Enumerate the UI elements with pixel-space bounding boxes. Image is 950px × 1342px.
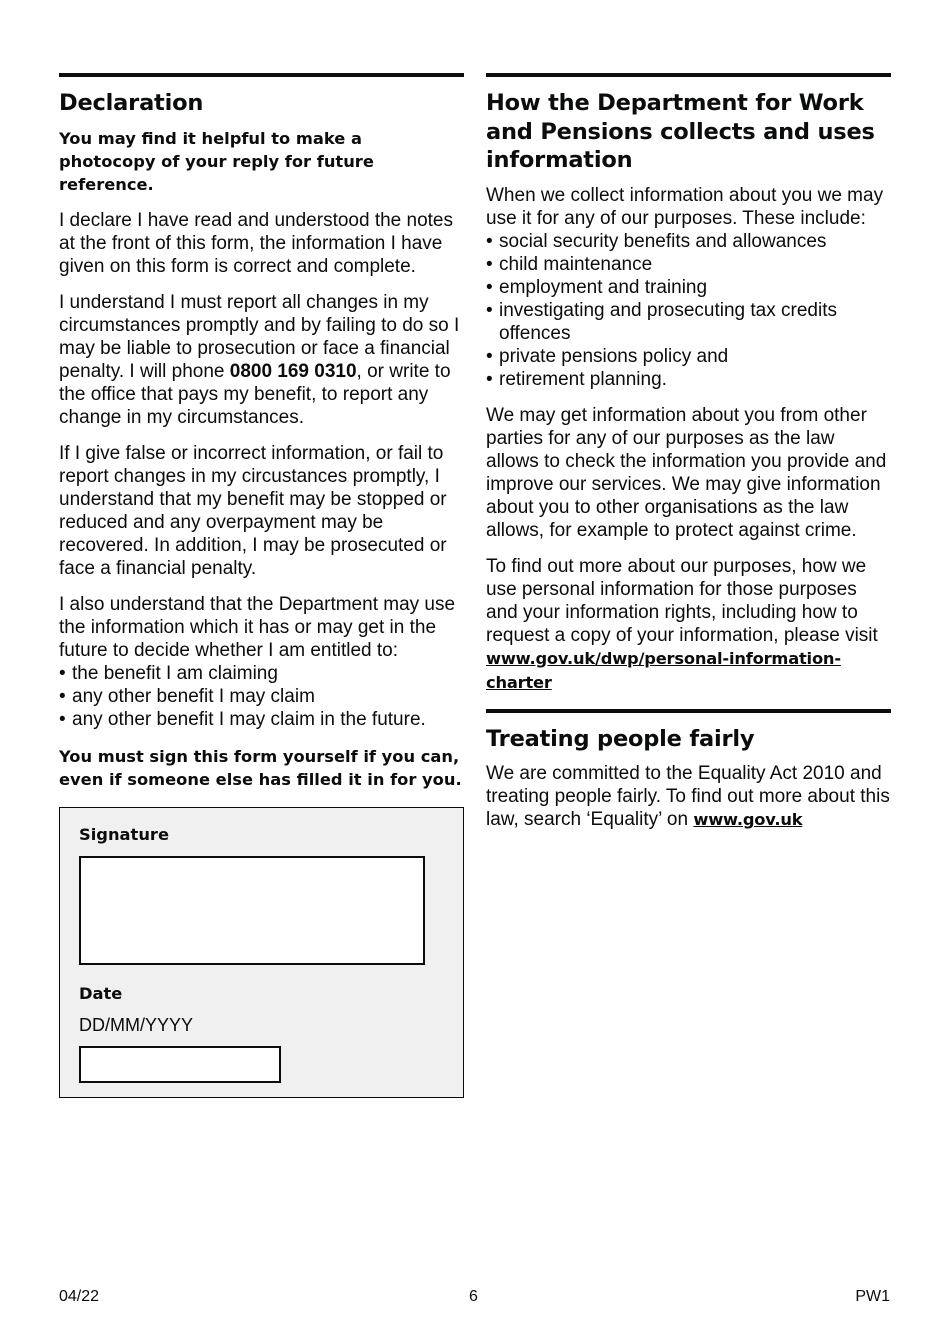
list-item: • retirement planning. bbox=[486, 368, 891, 391]
declaration-heading: Declaration bbox=[59, 90, 204, 116]
fairly-heading: Treating people fairly bbox=[486, 725, 755, 752]
declaration-para-1: I declare I have read and understood the notes at the front of this form, the information I have given on this form is correct and complete. bbox=[59, 209, 453, 277]
sign-note: You must sign this form yourself if you can, even if someone else has filled it in for you. bbox=[59, 746, 462, 789]
list-item: • the benefit I am claiming bbox=[59, 662, 464, 685]
photocopy-note: You may find it helpful to make a photocopy of your reply for future reference. bbox=[59, 128, 374, 194]
section-rule bbox=[486, 709, 891, 713]
list-item: • any other benefit I may claim in the future. bbox=[59, 708, 464, 731]
list-item: • investigating and prosecuting tax credits offences bbox=[486, 299, 891, 345]
purposes-list bbox=[486, 230, 891, 391]
para-2-text-before: I understand I must report all changes in my circumstances promptly and by failing to do so I may be liable to prosecution or face a financial penalty. I will phone bbox=[59, 291, 460, 382]
page-number: 6 bbox=[469, 1288, 478, 1305]
charter-link[interactable]: www.gov.uk/dwp/personal-information-charter bbox=[486, 648, 841, 692]
dwp-heading: How the Department for Work and Pensions collects and uses information bbox=[486, 90, 875, 173]
footer-date: 04/22 bbox=[59, 1288, 100, 1305]
section-rule bbox=[59, 73, 464, 77]
para-2-text-after: , or write to the office that pays my benefit, to report any change in my circumstances. bbox=[59, 360, 451, 428]
dwp-para-2: We may get information about you from other parties for any of our purposes as the law allows to check the information you provide and improve our services. We may give information about you to other organisations as the law allows, for example to protect against crime. bbox=[486, 404, 887, 541]
list-item: • any other benefit I may claim bbox=[59, 685, 464, 708]
date-format-hint: DD/MM/YYYY bbox=[79, 1014, 194, 1035]
declaration-section bbox=[59, 73, 464, 1098]
gov-uk-link[interactable]: www.gov.uk bbox=[693, 810, 803, 829]
signature-label: Signature bbox=[79, 824, 169, 844]
date-label: Date bbox=[79, 983, 123, 1003]
date-field[interactable] bbox=[79, 1046, 281, 1083]
signature-field[interactable] bbox=[79, 856, 425, 965]
list-item: • private pensions policy and bbox=[486, 345, 891, 368]
entitlement-list bbox=[59, 662, 464, 731]
dwp-para-3: To find out more about our purposes, how we use personal information for those purposes and your information rights, including how to request a copy of your information, please visit bbox=[486, 555, 878, 646]
list-item: • employment and training bbox=[486, 276, 891, 299]
form-code: PW1 bbox=[855, 1288, 890, 1305]
list-item: • child maintenance bbox=[486, 253, 891, 276]
section-rule bbox=[486, 73, 891, 77]
fairly-text bbox=[486, 762, 891, 831]
dwp-intro: When we collect information about you we may use it for any of our purposes. These include: bbox=[486, 184, 884, 229]
declaration-para-4: I also understand that the Department may use the information which it has or may get in the future to decide whether I am entitled to: bbox=[59, 593, 456, 661]
signature-panel bbox=[59, 807, 464, 1098]
declaration-para-2 bbox=[59, 291, 464, 429]
phone-number: 0800 169 0310 bbox=[229, 360, 357, 382]
dwp-info-section bbox=[486, 73, 891, 831]
list-item: • social security benefits and allowances bbox=[486, 230, 891, 253]
fairly-text-body: We are committed to the Equality Act 2010 and treating people fairly. To find out more about this law, search ‘Equality’ on bbox=[486, 763, 890, 830]
declaration-para-3: If I give false or incorrect information, or fail to report changes in my circustances promptly, I understand that my benefit may be stopped or reduced and any overpayment may be recovered. In addition, I may be prosecuted or face a financial penalty. bbox=[59, 442, 447, 579]
